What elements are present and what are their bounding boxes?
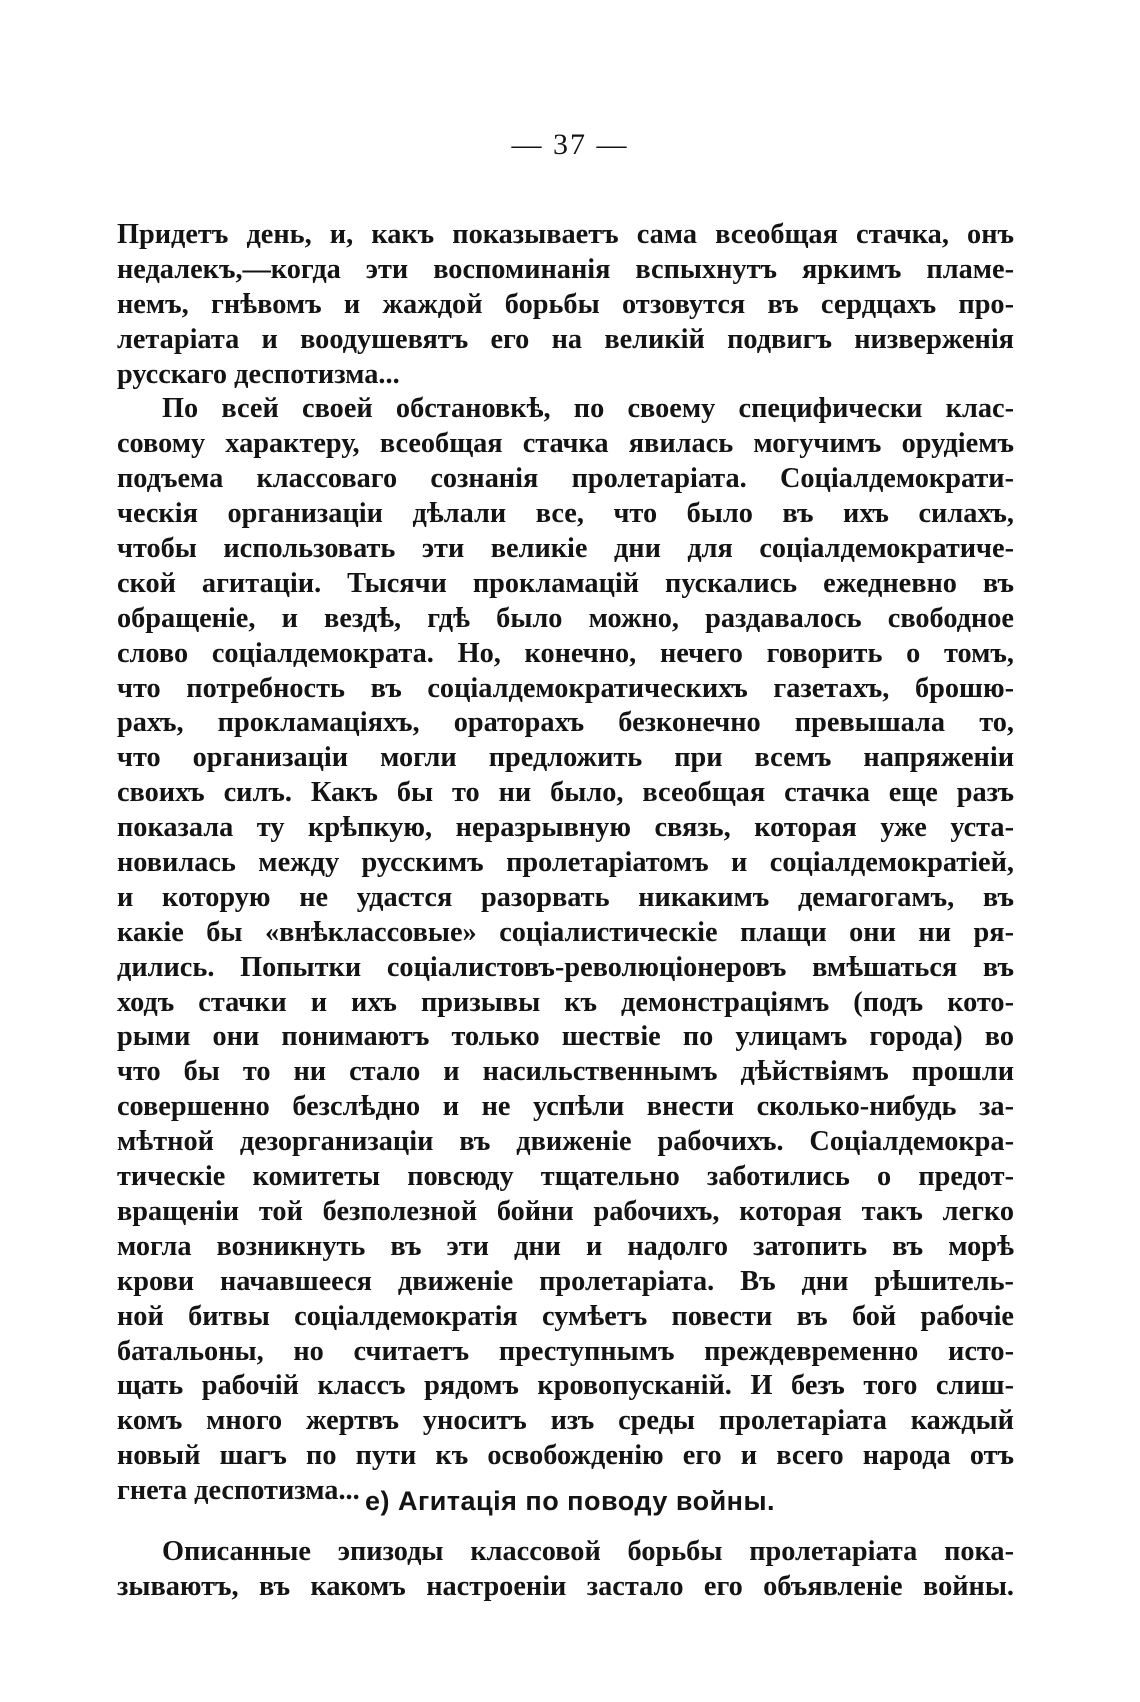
text-line: своихъ силъ. Какъ бы то ни было, всеобщая стачка еще разъ — [117, 777, 1014, 809]
text-line: комъ много жертвъ уноситъ изъ среды пролетаріата каждый — [117, 1405, 1014, 1437]
text-line: и которую не удастся разорвать никакимъ демагогамъ, въ — [117, 881, 1014, 913]
text-line: совому характеру, всеобщая стачка явилась могучимъ орудіемъ — [117, 428, 1014, 460]
text-line: мѣтной дезорганизаціи въ движеніе рабочихъ. Соціалдемокра- — [117, 1126, 1014, 1158]
text-line: ской агитаціи. Тысячи прокламацій пускались ежедневно въ — [117, 567, 1014, 599]
text-line: обращеніе, и вездѣ, гдѣ было можно, раздавалось свободное — [117, 602, 1014, 634]
text-line: ной битвы соціалдемократія сумѣетъ повести въ бой рабочіе — [117, 1300, 1014, 1332]
text-line: зываютъ, въ какомъ настроеніи засталo его объявленіе войны. — [117, 1570, 1014, 1602]
section-heading: е) Агитація по поводу войны. — [364, 1486, 776, 1516]
text-line: что бы то ни стало и насильственнымъ дѣйствіямъ прошли — [117, 1056, 1014, 1088]
text-line: Описанные эпизоды классовой борьбы пролетаріата пока- — [162, 1536, 1014, 1567]
text-line: гнета деспотизма... — [117, 1475, 360, 1507]
text-line: летаріата и воодушевятъ его на великій подвигъ низверженія — [117, 323, 1014, 355]
main-text-block — [117, 218, 1014, 1509]
text-line: По всей своей обстановкѣ, по своему специфически клас- — [162, 393, 1014, 425]
text-line: недалекъ,—когда эти воспоминанія вспыхнутъ яркимъ пламе- — [117, 253, 1014, 285]
paragraph-1 — [117, 218, 1014, 392]
text-line: вращеніи той безполезной бойни рабочихъ, которая такъ легко — [117, 1195, 1014, 1227]
text-line: могла возникнуть въ эти дни и надолго затопить въ морѣ — [117, 1230, 1014, 1262]
text-line: русскаго деспотизма... — [117, 358, 400, 390]
text-line: новилась между русскимъ пролетаріатомъ и соціалдемократіей, — [117, 847, 1014, 879]
text-line: слово соціалдемократа. Но, конечно, нечего говорить о томъ, — [117, 637, 1014, 669]
text-line: дились. Попытки соціалистовъ-революціонеровъ вмѣшаться въ — [117, 951, 1014, 983]
text-line: какіе бы «внѣклассовые» соціалистическіе плащи они ни ря- — [117, 916, 1014, 948]
text-line: рахъ, прокламаціяхъ, ораторахъ безконечно превышала то, — [117, 707, 1014, 739]
text-line: крови начавшееся движеніе пролетаріата. Въ дни рѣшитель- — [117, 1265, 1014, 1297]
text-line: немъ, гнѣвомъ и жаждой борьбы отзовутся въ сердцахъ про- — [117, 288, 1014, 320]
text-line: новый шагъ по пути къ освобожденію его и всего народа отъ — [117, 1440, 1014, 1472]
page-number: — 37 — — [511, 128, 629, 161]
text-line: чтобы использовать эти великіе дни для соціалдемократиче- — [117, 533, 1014, 565]
text-line: подъема классоваго сознанія пролетаріата. Соціалдемократи- — [117, 463, 1014, 495]
text-line: тическіе комитеты повсюду тщательно заботились о предот- — [117, 1161, 1014, 1193]
paragraph-3 — [117, 1535, 1014, 1605]
text-line: ходъ стачки и ихъ призывы къ демонстраціямъ (подъ кото- — [117, 986, 1014, 1018]
text-line: совершенно безслѣдно и не успѣли внести сколько-нибудь за- — [117, 1091, 1014, 1123]
text-line: что организаціи могли предложить при всемъ напряженіи — [117, 742, 1014, 774]
text-line: показала ту крѣпкую, неразрывную связь, которая уже уста- — [117, 812, 1014, 844]
text-line: ческія организаціи дѣлали все, что было въ ихъ силахъ, — [117, 498, 1014, 530]
text-line: что потребность въ соціалдемократическихъ газетахъ, брошю- — [117, 672, 1014, 704]
text-line: щать рабочій классъ рядомъ кровопусканій. И безъ того слиш- — [117, 1370, 1014, 1402]
paragraph-2 — [117, 392, 1014, 1509]
text-line: батальоны, но считаетъ преступнымъ преждевременно исто- — [117, 1335, 1014, 1367]
text-line: Придетъ день, и, какъ показываетъ сама всеобщая стачка, онъ — [117, 219, 1014, 250]
text-line: рыми они понимаютъ только шествіе по улицамъ города) во — [117, 1021, 1014, 1053]
